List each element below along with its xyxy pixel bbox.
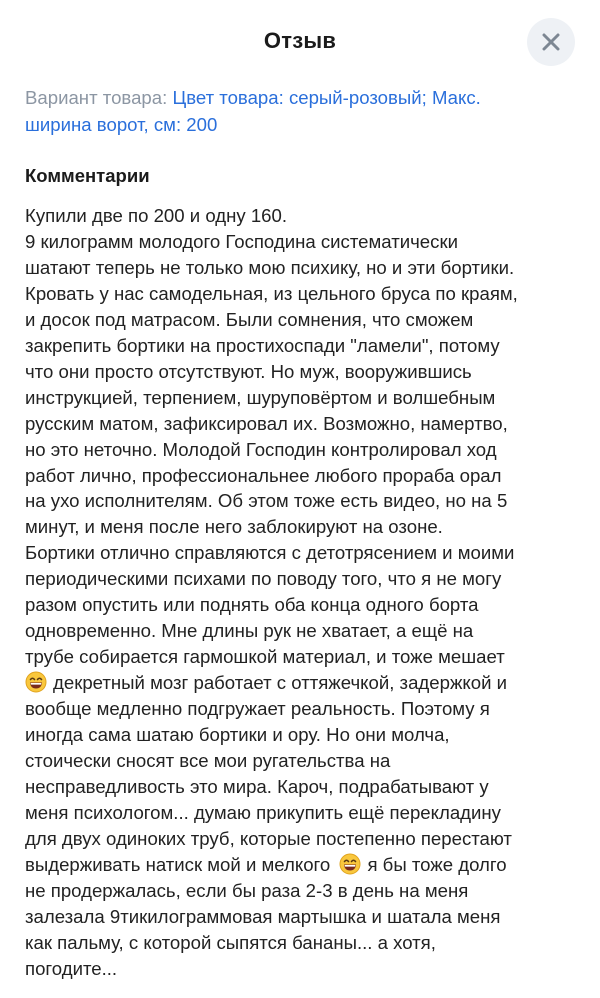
header <box>0 0 600 84</box>
comment-line: вообще медленно подгружает реальность. Поэтому я <box>25 698 490 720</box>
comment-line: одновременно. Мне длины рук не хватает, а ещё на <box>25 620 474 642</box>
comment-line: Купили две по 200 и одну 160. <box>25 205 288 226</box>
comment-line: 9 килограмм молодого Господина систематически <box>25 230 458 252</box>
comment-line: русским матом, зафиксировал их. Возможно, намертво, <box>25 412 508 434</box>
product-variant <box>25 84 575 138</box>
comment-line: стоически сносят все мои ругательства на <box>25 750 391 772</box>
comment-line-with-emoji <box>25 670 581 696</box>
comment-line: Бортики отлично справляются с детотрясением и моими <box>25 542 515 564</box>
comment-line: минут, и меня после него заблокируют на озоне. <box>25 516 443 538</box>
comment-line: работ лично, профессиональнее любого прораба орал <box>25 464 502 486</box>
comment-line-text: выдерживать натиск мой и мелкого <box>25 853 331 875</box>
comment-line: шатают теперь не только мою психику, но и эти бортики. <box>25 256 515 278</box>
variant-value-link-continued[interactable]: ширина ворот, см: 200 <box>25 114 218 135</box>
comment-line: не продержалась, если бы раза 2-3 в день на меня <box>25 879 469 901</box>
comment-line: инструкцией, терпением, шуруповёртом и волшебным <box>25 386 496 408</box>
comments-heading: Комментарии <box>25 165 150 186</box>
comment-line: закрепить бортики на простихоспади "ламели", потому <box>25 334 500 356</box>
comment-line-with-emoji <box>25 852 581 878</box>
comment-line: как пальму, с которой сыпятся бананы... а хотя, <box>25 931 436 953</box>
comment-line: иногда сама шатаю бортики и ору. Но они молча, <box>25 724 450 746</box>
grinning-face-emoji-icon <box>339 853 361 875</box>
comment-line: и досок под матрасом. Были сомнения, что сможем <box>25 308 474 330</box>
comment-line-text: я бы тоже долго <box>367 853 507 875</box>
comment-line: несправедливость это мира. Кароч, подрабатывают у <box>25 775 489 797</box>
comment-text <box>25 203 581 982</box>
comment-line: что они просто отсутствуют. Но муж, вооружившись <box>25 360 472 382</box>
comment-line: разом опустить или поднять оба конца одного борта <box>25 594 479 616</box>
comment-line: погодите... <box>25 957 118 979</box>
comment-line-text: декретный мозг работает с оттяжечкой, задержкой и <box>53 672 508 694</box>
comment-line: трубе собирается гармошкой материал, и тоже мешает <box>25 646 505 668</box>
comment-line: меня психологом... думаю прикупить ещё перекладину <box>25 801 501 823</box>
grinning-face-emoji-icon <box>25 671 47 693</box>
close-button[interactable] <box>527 18 575 66</box>
comment-line: но это неточно. Молодой Господин контролировал ход <box>25 438 497 460</box>
comment-line: на ухо исполнителям. Об этом тоже есть видео, но на 5 <box>25 490 508 512</box>
comment-line: для двух одиноких труб, которые постепенно перестают <box>25 827 512 849</box>
variant-label: Вариант товара: <box>25 87 173 108</box>
comment-line: Кровать у нас самодельная, из цельного бруса по краям, <box>25 282 518 304</box>
close-icon <box>542 33 560 51</box>
variant-value-link[interactable]: Цвет товара: серый-розовый; Макс. <box>172 87 481 108</box>
comment-line: залезала 9тикилограммовая мартышка и шатала меня <box>25 905 501 927</box>
comment-line: периодическими психами по поводу того, что я не могу <box>25 568 502 590</box>
page-title: Отзыв <box>263 28 337 53</box>
